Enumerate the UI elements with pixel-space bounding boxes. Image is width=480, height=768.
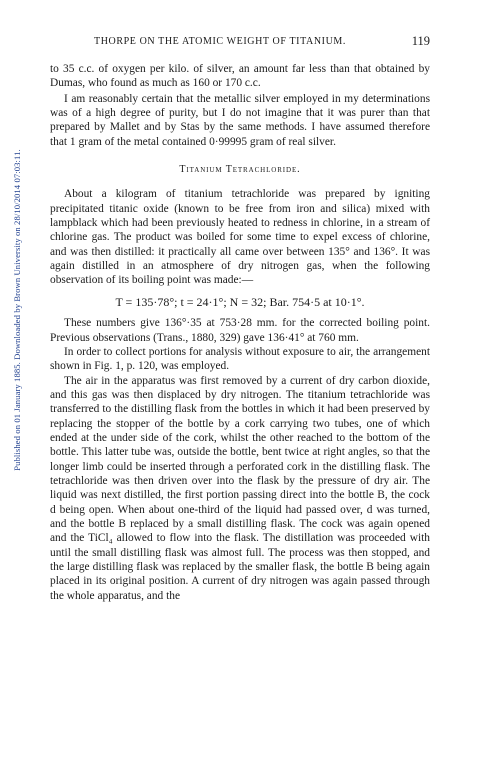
paragraph-boiling-point: These numbers give 136°·35 at 753·28 mm. for the corrected boiling point. Previous observations (Trans., 1880, 329) gave 136·41° at 760 mm. bbox=[50, 317, 430, 344]
boiling-point-equation: T = 135·78°; t = 24·1°; N = 32; Bar. 754·5 at 10·1°. bbox=[115, 294, 365, 309]
paragraph-arrangement: In order to collect portions for analysis without exposure to air, the arrangement shown in Fig. 1, p. 120, was employed. bbox=[50, 345, 430, 373]
paragraph-preparation: About a kilogram of titanium tetrachloride was prepared by igniting precipitated titanic oxide (known to be free from iron and silica) mixed with lampblack which had been previously heated to redness in chlorine, in a stream of chlorine gas. The product was boiled for some time to expel excess of chlorine, and was then distilled: it practically all came over between 135° and 136°. It was again distilled in an atmosphere of dry nitrogen gas, when the following observation of its boiling point was made:— bbox=[50, 188, 430, 287]
running-head: THORPE ON THE ATOMIC WEIGHT OF TITANIUM. bbox=[94, 36, 346, 47]
article-body bbox=[50, 62, 430, 603]
page-header bbox=[50, 34, 430, 50]
download-stamp bbox=[10, 100, 24, 520]
page-number: 119 bbox=[411, 34, 430, 48]
paragraph-continuation: to 35 c.c. of oxygen per kilo. of silver, an amount far less than that obtained by Dumas, who found as much as 160 or 170 c.c. bbox=[50, 63, 430, 90]
paragraph-apparatus-procedure: The air in the apparatus was first removed by a current of dry carbon dioxide, and this gas was then displaced by dry nitrogen. The titanium tetrachloride was transferred to the distilling flask from the bottles in which it had been preserved by replacing the stopper of the bottle by a cork carrying two tubes, one of which ended at the under side of the cork, whilst the other reached to the bottom of the bottle. This latter tube was, outside the bottle, bent twice at right angles, so that the longer limb could be inserted through a perforated cork in the distilling flask. The tetrachloride was then driven over into the flask by the pressure of dry air. The liquid was next distilled, the first portion passing direct into the bottle B, the cock d being open. When about one-third of the liquid had passed over, d was turned, and the bottle B replaced by a small distilling flask. The cock was again opened and the TiCl₄ allowed to flow into the flask. The distillation was proceeded with until the small distilling flask was almost full. The process was then stopped, and the large distilling flask was replaced by the smaller flask, the bottle B being again placed in its original position. A current of dry nitrogen was again passed through the whole apparatus, and the bbox=[50, 374, 430, 602]
download-stamp-text[interactable]: Published on 01 January 1885. Downloaded by Brown University on 28/10/2014 07:03:11. bbox=[12, 149, 22, 471]
section-title: Titanium Tetrachloride. bbox=[179, 164, 301, 176]
paragraph-silver-purity: I am reasonably certain that the metallic silver employed in my determinations was of a high degree of purity, but I do not imagine that it was purer than that prepared by Mallet and by Stas by the same methods. I have assumed therefore that 1 gram of the metal contained 0·99995 gram of real silver. bbox=[50, 92, 430, 148]
